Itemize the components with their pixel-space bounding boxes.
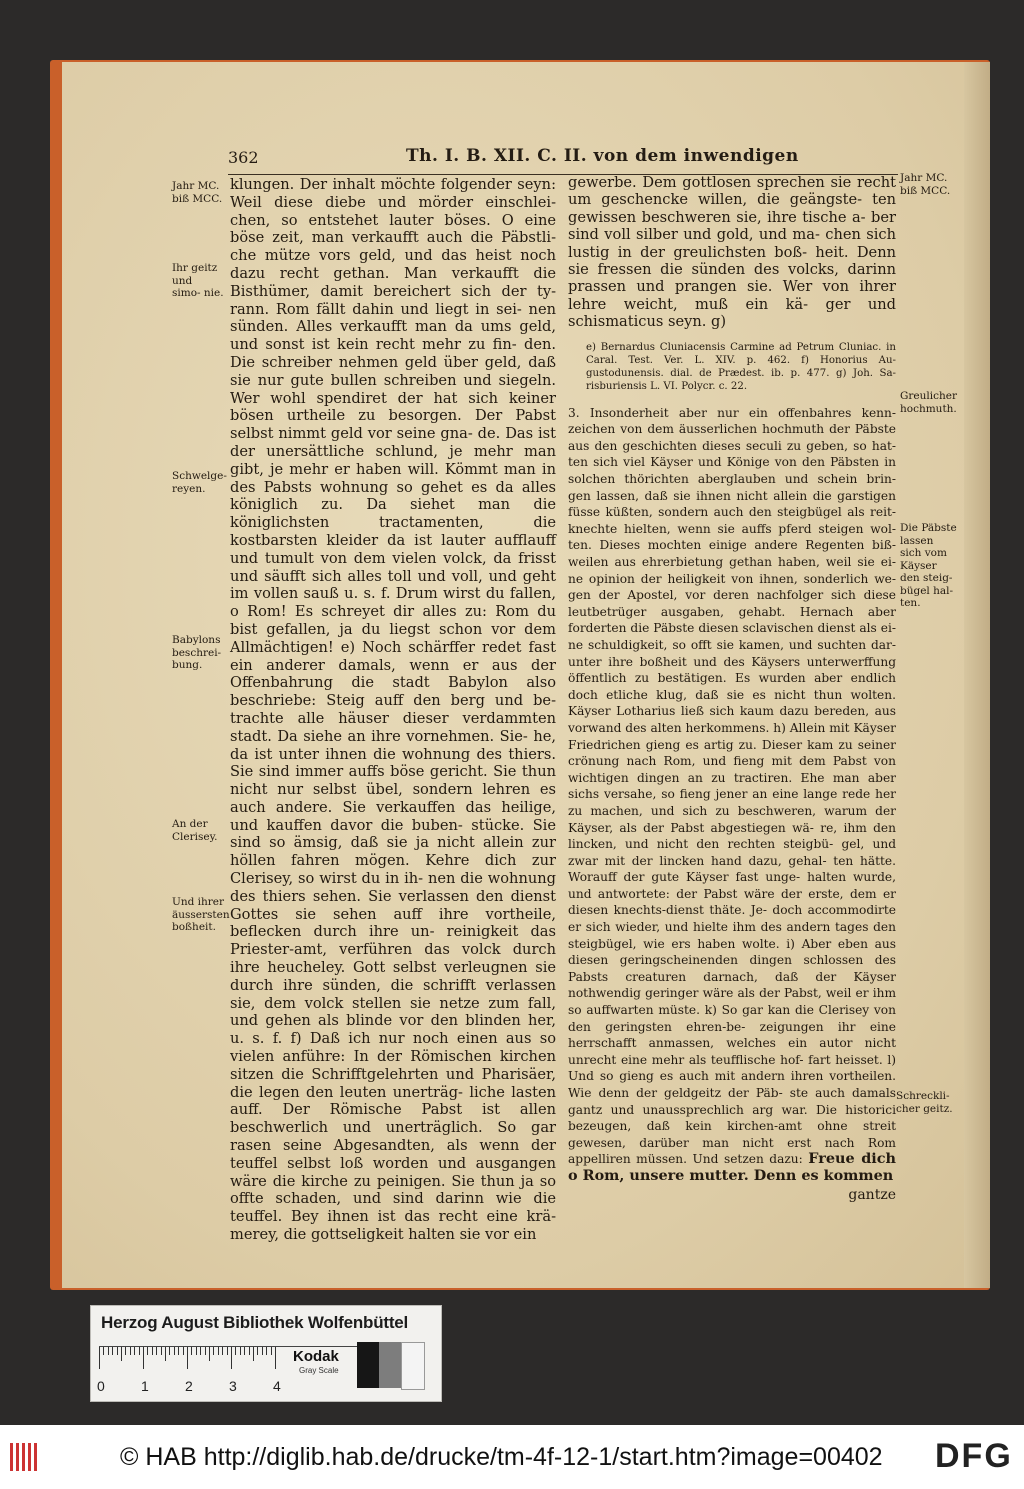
ruler-tick bbox=[275, 1347, 276, 1369]
kodak-logo: Kodak bbox=[293, 1348, 339, 1365]
dfg-logo: DFG bbox=[935, 1437, 1013, 1475]
ruler-tick bbox=[99, 1347, 100, 1369]
ruler-tick bbox=[235, 1347, 236, 1355]
left-text-column bbox=[230, 176, 556, 1244]
ruler-tick bbox=[156, 1347, 157, 1355]
ruler-tick bbox=[121, 1347, 122, 1361]
ruler-tick bbox=[222, 1347, 223, 1355]
ruler-tick bbox=[191, 1347, 192, 1355]
copyright-url: © HAB http://diglib.hab.de/drucke/tm-4f-12-1/start.htm?image=00402 bbox=[120, 1443, 883, 1471]
color-reference-card bbox=[90, 1305, 442, 1402]
ruler-tick bbox=[240, 1347, 241, 1355]
ruler-tick bbox=[244, 1347, 245, 1355]
ruler-tick bbox=[183, 1347, 184, 1355]
ruler-tick bbox=[227, 1347, 228, 1355]
footnotes: e) Bernardus Cluniacensis Carmine ad Petrum Cluniac. in Caral. Test. Ver. L. XIV. p. 462. f) Honorius Au- gustodunensis. dial. de Prædest. ib. p. 477. g) Joh. Sa- risburiensis L. VI. Polycr. c. 22. bbox=[586, 341, 896, 392]
page-gutter bbox=[964, 62, 990, 1288]
ruler-tick bbox=[103, 1347, 104, 1355]
ruler-tick bbox=[218, 1347, 219, 1355]
right-column-top-text: gewerbe. Dem gottlosen sprechen sie recht um geschencke willen, die geängste- ten gewissen beschweren sie, ihre tische a- ber sind voll silber und gold, und ma- chen sich lustig in der greulichsten boß- heit. Denn sie fressen die sünden des volcks, darinn prassen und prangen sie. Wer von ihrer lehre weicht, muß ein kä- ger und schismaticus seyn. g) bbox=[568, 174, 896, 331]
ruler-tick bbox=[108, 1347, 109, 1355]
ruler-tick bbox=[178, 1347, 179, 1355]
barcode-icon bbox=[8, 1439, 42, 1475]
margin-note-right: Jahr MC. biß MCC. bbox=[900, 172, 951, 197]
gray-swatch-mid bbox=[379, 1342, 401, 1388]
ruler-tick bbox=[130, 1347, 131, 1355]
ruler-tick bbox=[187, 1347, 188, 1369]
ruler-tick bbox=[257, 1347, 258, 1355]
ruler-tick bbox=[161, 1347, 162, 1355]
ruler-tick bbox=[266, 1347, 267, 1355]
margin-note-left: Schwelge- reyen. bbox=[172, 470, 227, 495]
margin-note-right: Schreckli- cher geitz. bbox=[896, 1090, 953, 1115]
right-column-body-text: 3. Insonderheit aber nur ein offenbahres kenn- zeichen von dem äusserlichen hochmuth der Päbste aus den geschichten dieses seculi zu geben, so hat- ten sich viel Käyser und Könige von den Päbsten in solchen thörichten aberglauben und schein brin- gen lassen, daß sie ihnen nicht allein die garstigen füsse küßten, sondern auch den steigbügel als reit- knechte hielten, wenn sie auffs pferd steigen wol- ten. Dieses mochten einige andere Regenten biß- weilen aus ehrerbietung gethan haben, weil sie ei- ne opinion der heiligkeit von ihnen, sonderlich we- gen der Apostel, vor deren nachfolger sich diese leutbetrüger ausgaben, gehabt. Hernach aber forderten die Päbste diesen sclavischen dienst als ei- ne schuldigkeit, so offt sie kamen, und suchten dar- unter ihre boßheit und des Käysers unterwerffung öffentlich zu bestätigen. Es wurden aber endlich doch etliche klug, daß sie es nicht thun wolten. Käyser Lotharius ließ sich kaum dazu bereden, aus vorwand des alten herkommens. h) Allein mit Käyser Friedrichen gieng es artig zu. Dieser kam zu seiner crönung nach Rom, und fieng mit dem Pabst von wichtigen dingen an zu tractiren. Ehe man aber sichs versahe, so fieng jener an eine lange rede her zu machen, und sich zu beschweren, warum der Käyser, als der Pabst abgestiegen wä- re, ihm den lincken, und nicht den rechten steigbü- gel, und zwar mit der lincken hand dazu, gehal- ten hätte. Worauff der gute Käyser fast unge- halten wurde, und antwortete: der Pabst wäre der erste, dem er diesen knechts-dienst thäte. Je- doch accommodirte er sich wieder, und hielte ihm des andern tages den steigbügel, wie ers haben wolte. i) Aber eben aus diesen geringscheinenden dingen schlossen des Pabsts creaturen darnach, daß der Käyser nothwendig geringer wäre als der Pabst, weil er ihm so auffwarten müste. k) So gar kan die Clerisey von den geringsten ehren-be- zeigungen ihr eine herrschafft anmassen, welches ein autor nicht unrecht eine mehr als teufflische hof- fart heisset. l) Und so gieng es auch mit andern ihren vortheilen. Wie denn der geldgeitz der Päb- ste auch damals gantz und unaussprechlich arg war. Die historici bezeugen, daß kein kirchen-amt ohne streit gewesen, darüber man nicht erst nach Rom appelliren müssen. Und setzen dazu: Freue dich o Rom, unsere mutter. Denn es kommen bbox=[568, 405, 896, 1184]
left-column-text: klungen. Der inhalt möchte folgender seyn: Weil diese diebe und mörder einschlei- chen, so entstehet lauter böses. O eine böse zeit, man verkaufft auch die Päbstli- che mütze vors geld, und das heist noch dazu recht gethan. Man verkaufft die Bisthümer, damit bereichert sich der ty- rann. Rom fällt dahin und liegt in sei- nen sünden. Alles verkaufft man da ums geld, und sonst ist kein recht mehr zu fin- den. Die schreiber nehmen geld über geld, daß sie nur gute bullen schreiben und siegeln. Wer wohl spendiret der hat sich keiner bösen urtheile zu besorgen. Der Pabst selbst nimmt geld vor seine gna- de. Das ist der unersättliche schlund, je mehr man gibt, je mehr er haben will. Kömmt man in des Pabsts wohnung so gehet es da alles königlich zu. Da siehet man die königlichsten tractamenten, die kostbarsten kleider da ist lauter aufflauff und tumult von dem vielen volck, da frisst und säufft sich alles toll und voll, und geht im vollen sauß u. s. f. Drum wirst du fallen, o Rom! Es schreyet dir alles zu: Rom du bist gefallen, ja du liegst schon vor dem Allmächtigen! e) Noch schärffer redet fast ein anderer damals, wenn er aus der Offenbahrung die stadt Babylon also beschriebe: Steig auff den berg und be- trachte alle häuser dieser verdammten stadt. Da siehe an ihre vornehmen. Sie- he, da ist unter ihnen die wohnung des thiers. Sie sind immer auffs böse gericht. Sie thun nicht nur selbst übel, sondern lehren es auch andere. Sie verkauffen das heilige, und kauffen davor die buben- stücke. Sie sind so ämsig, daß sie ja nicht allein zur höllen fahren mögen. Kehre dich zur Clerisey, so wirst du in ih- nen die wohnung des thiers sehen. Sie verlassen den dienst Gottes sie sehen auff ihre vortheile, beflecken durch ihre un- reinigkeit das Priester-amt, verführen das volck durch ihre heucheley. Gott selbst verleugnen sie durch ihre sünden, die schrifft verlassen sie, dem volck stellen sie netze zum fall, und gehen als blinde vor den blinden her, u. s. f. f) Daß ich nur noch einen aus so vielen anführe: In der Römischen kirchen sitzen die Schrifftgelehrten und Pharisäer, die legen den leuten unerträg- liche lasten auff. Der Römische Pabst ist allen beschwerlich und unerträglich. So gar rasen seine Abgesandten, als wenn der teuffel selbst loß worden und ausgangen wäre die kirche zu peinigen. Sie thun ja so offte schaden, und sind darinn wie die teuffel. Bey ihnen ist das recht eine krä- merey, die gottseligkeit halten sie vor ein bbox=[230, 176, 556, 1244]
ruler-tick bbox=[139, 1347, 140, 1355]
page-number: 362 bbox=[228, 148, 259, 167]
ruler-tick bbox=[174, 1347, 175, 1355]
right-column-end-text: Freue dich o Rom, unsere mutter. Denn es kommen bbox=[568, 1150, 896, 1184]
right-text-column bbox=[568, 174, 896, 1203]
ruler-tick bbox=[196, 1347, 197, 1355]
footer-bar bbox=[0, 1425, 1024, 1489]
ruler-tick bbox=[249, 1347, 250, 1355]
gray-swatch-black bbox=[357, 1342, 379, 1388]
gray-scale-label: Gray Scale bbox=[299, 1366, 339, 1375]
ruler-tick bbox=[205, 1347, 206, 1355]
ruler-tick bbox=[253, 1347, 254, 1361]
ruler-tick bbox=[125, 1347, 126, 1355]
ruler-tick bbox=[209, 1347, 210, 1361]
margin-note-left: Babylons beschrei- bung. bbox=[172, 634, 222, 671]
margin-note-left: Ihr geitz und simo- nie. bbox=[172, 262, 224, 299]
ruler-number: 0 bbox=[97, 1378, 105, 1394]
margin-note-right: Greulicher hochmuth. bbox=[900, 390, 957, 415]
ruler-tick bbox=[271, 1347, 272, 1355]
ruler-number: 2 bbox=[185, 1378, 193, 1394]
ruler-tick bbox=[147, 1347, 148, 1355]
ruler-tick bbox=[117, 1347, 118, 1355]
catchword: gantze bbox=[848, 1186, 896, 1203]
ruler-tick bbox=[143, 1347, 144, 1369]
institution-name: Herzog August Bibliothek Wolfenbüttel bbox=[101, 1313, 409, 1332]
ruler-tick bbox=[231, 1347, 232, 1369]
page-header bbox=[228, 148, 898, 175]
ruler-tick bbox=[152, 1347, 153, 1355]
running-title: Th. I. B. XII. C. II. von dem inwendigen bbox=[406, 146, 799, 166]
margin-note-left: Jahr MC. biß MCC. bbox=[172, 180, 223, 205]
margin-note-right: Die Päbste lassen sich vom Käyser den steig- bügel hal- ten. bbox=[900, 522, 957, 609]
ruler-tick bbox=[262, 1347, 263, 1355]
ruler-tick bbox=[112, 1347, 113, 1355]
ruler-tick bbox=[134, 1347, 135, 1355]
ruler-tick bbox=[213, 1347, 214, 1355]
ruler-number: 1 bbox=[141, 1378, 149, 1394]
ruler-number: 3 bbox=[229, 1378, 237, 1394]
margin-note-left: An der Clerisey. bbox=[172, 818, 218, 843]
ruler-number: 4 bbox=[273, 1378, 281, 1394]
ruler-tick bbox=[169, 1347, 170, 1355]
margin-note-left: Und ihrer äussersten boßheit. bbox=[172, 896, 230, 933]
ruler-tick bbox=[200, 1347, 201, 1355]
gray-swatch-white bbox=[401, 1342, 425, 1390]
ruler-tick bbox=[165, 1347, 166, 1361]
